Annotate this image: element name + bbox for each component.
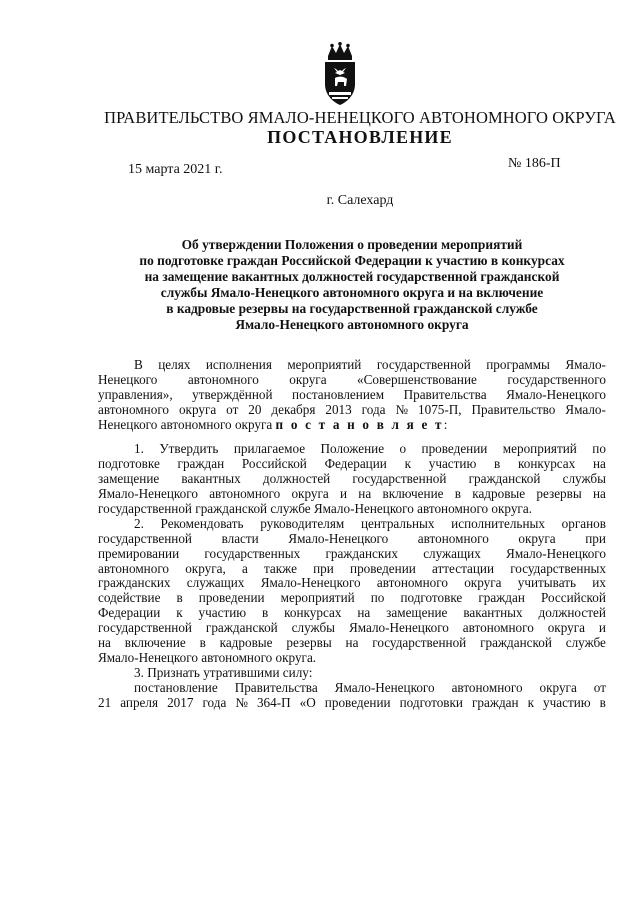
word: органов [561, 515, 606, 531]
word: проведении [198, 590, 265, 606]
word: автономного [187, 371, 259, 387]
word: автономного [376, 575, 448, 591]
word: «Совершенствование [357, 371, 477, 387]
word: округа, [185, 560, 226, 576]
item-2-paragraph [98, 517, 606, 666]
word: 20 [248, 401, 262, 417]
word: государственной [352, 471, 447, 487]
word: декабря [271, 401, 316, 417]
word: Ямало-Ненецкого [506, 386, 606, 402]
text-line [98, 532, 606, 547]
word: утверждённой [192, 386, 273, 402]
word: проведении [350, 560, 416, 576]
word: округа [464, 575, 502, 591]
text-line [98, 373, 606, 388]
word: Рекомендовать [160, 515, 244, 531]
word: замещение [98, 471, 160, 487]
word: Ненецкого [98, 371, 158, 387]
word: 2017 [167, 694, 194, 710]
word: в [494, 456, 501, 472]
word: гражданских [325, 545, 398, 561]
word: Утвердить [159, 441, 219, 457]
subject-line: на замещение вакантных должностей государственной гражданской [144, 269, 560, 284]
text-line [98, 681, 606, 696]
word: участию [543, 694, 591, 710]
word: года [361, 401, 386, 417]
document-subject [92, 237, 612, 333]
word: государственного [507, 371, 606, 387]
word: автономного [462, 620, 534, 636]
word: гражданской [205, 620, 278, 636]
word: центральных [360, 515, 435, 531]
repealed-act-paragraph [98, 681, 606, 711]
word: прилагаемое [233, 441, 306, 457]
word: должностей [262, 471, 331, 487]
decree-word: п о с т а н о в л я е т [275, 416, 444, 432]
word: гражданских [98, 575, 171, 591]
word: граждан [177, 456, 225, 472]
subject-line: Об утверждении Положения о проведении мероприятий [181, 237, 523, 252]
word: апреля [120, 694, 159, 710]
word: о [399, 441, 407, 457]
word: службе [565, 635, 606, 651]
document-city: г. Салехард [326, 193, 394, 208]
word: проведении [421, 441, 488, 457]
word: исполнения [205, 357, 272, 372]
word: включение [382, 486, 444, 502]
word: подготовки [399, 694, 463, 710]
word: премировании [98, 545, 180, 561]
word: а [241, 560, 248, 576]
item-1-paragraph [98, 442, 606, 516]
word: Ямало-Ненецкого [288, 530, 389, 546]
word: вакантных [463, 605, 523, 621]
word: включение [124, 635, 186, 651]
word: округа [289, 371, 327, 387]
document-date: 15 марта 2021 г. [128, 162, 223, 177]
word: кадровые [219, 635, 273, 651]
word: на [593, 486, 606, 502]
word: государственной [98, 530, 192, 546]
word: на [358, 486, 372, 502]
word: при [585, 530, 606, 546]
word: автономного [417, 530, 489, 546]
word: 1. [134, 441, 144, 457]
word: к [176, 605, 183, 621]
word: Ямало- [565, 401, 606, 417]
preamble-paragraph [98, 358, 606, 432]
word: в [199, 635, 206, 651]
word: служащих [423, 545, 481, 561]
text-line [98, 576, 606, 591]
word: Федерации [324, 456, 387, 472]
word: граждан [478, 590, 525, 606]
word: «О [299, 694, 316, 710]
word: № [395, 401, 409, 417]
word: в [454, 486, 461, 502]
word: и [339, 486, 348, 502]
word: Положение [320, 441, 385, 457]
word: 2. [134, 515, 144, 531]
word: их [592, 575, 606, 591]
word: аттестации [432, 560, 495, 576]
word: № [235, 694, 248, 710]
text-line [98, 457, 606, 472]
word: замещение [386, 605, 448, 621]
word: от [593, 679, 606, 695]
word: округа [178, 401, 217, 417]
word: резервы [286, 635, 332, 651]
word: округа [547, 620, 585, 636]
text-line [98, 487, 606, 502]
word: Правительства [234, 679, 318, 695]
word: в [176, 590, 183, 606]
text-line [98, 696, 606, 711]
preamble-last-line: Ненецкого автономного округа [98, 416, 273, 432]
word: граждан [472, 694, 519, 710]
text-line [98, 636, 606, 651]
word: к [404, 456, 411, 472]
text-line [98, 358, 606, 373]
text-line [98, 442, 606, 457]
word: в [262, 605, 269, 621]
word: мероприятий [280, 590, 355, 606]
word: на [357, 605, 371, 621]
word: по [370, 590, 385, 606]
text-line [98, 418, 606, 433]
text-line [98, 517, 606, 532]
word: Российской [241, 456, 307, 472]
word: управления», [98, 386, 173, 402]
word: государственной [376, 357, 471, 372]
word: государственной [98, 620, 192, 636]
word: 21 [98, 694, 112, 710]
word: государственных [510, 560, 606, 576]
text-line [98, 472, 606, 487]
word: по [592, 441, 606, 457]
word: учитывать [517, 575, 577, 591]
word: автономного [98, 560, 170, 576]
word: целях [158, 357, 191, 372]
word: службы [562, 471, 606, 487]
word: участию [198, 605, 247, 621]
text-line: Ямало-Ненецкого автономного округа. [98, 649, 317, 665]
word: проведении [324, 694, 391, 710]
decree-suffix: : [443, 416, 448, 432]
word: округа [539, 679, 577, 695]
word: власти [221, 530, 259, 546]
word: мероприятий [287, 357, 362, 372]
word: на [98, 635, 111, 651]
text-line [98, 547, 606, 562]
subject-line: службы Ямало-Ненецкого автономного округа и на включение [160, 285, 544, 300]
word: к [527, 694, 535, 710]
government-title: ПРАВИТЕЛЬСТВО ЯМАЛО-НЕНЕЦКОГО АВТОНОМНОГО ОКРУГА [104, 108, 616, 127]
word: и [598, 620, 606, 636]
word: на [592, 456, 606, 472]
text-line: 3. Признать утратившими силу: [134, 664, 313, 680]
word: Федерации [98, 605, 161, 621]
word: программы [486, 357, 550, 372]
word: Правительства [403, 386, 487, 402]
word: Ямало-Ненецкого [506, 545, 606, 561]
word: автономного [209, 486, 281, 502]
word: государственной [372, 635, 467, 651]
word: подготовке [98, 456, 160, 472]
word: государственных [204, 545, 301, 561]
word: гражданской [468, 471, 541, 487]
item-3-paragraph [98, 666, 606, 681]
word: резервы [536, 486, 582, 502]
word: округа [291, 486, 329, 502]
text-line: государственной гражданской службе Ямало-Ненецкого автономного округа. [98, 501, 532, 517]
word: Ямало-Ненецкого [334, 679, 435, 695]
text-line [98, 621, 606, 636]
coat-of-arms-icon [320, 42, 360, 106]
text-line [98, 403, 606, 418]
word: кадровые [472, 486, 526, 502]
word: исполнительных [451, 515, 545, 531]
word: должностей [538, 605, 606, 621]
word: В [134, 357, 143, 372]
word: автономного [98, 401, 170, 417]
subject-line: в кадровые резервы на государственной гражданской службе [166, 301, 538, 316]
word: от [226, 401, 239, 417]
word: на [345, 635, 359, 651]
word: конкурсах [518, 456, 576, 472]
word: Ямало-Ненецкого [98, 486, 198, 502]
word: служащих [186, 575, 245, 591]
word: мероприятий [502, 441, 577, 457]
word: 1075-П, [418, 401, 462, 417]
word: в [599, 694, 606, 710]
word: службы [291, 620, 336, 636]
word: Ямало-Ненецкого [348, 620, 449, 636]
word: года [202, 694, 227, 710]
word: вакантных [181, 471, 241, 487]
document-body [98, 358, 606, 710]
word: при [313, 560, 334, 576]
word: 2013 [325, 401, 352, 417]
text-line [98, 591, 606, 606]
word: постановлением [292, 386, 385, 402]
word: округа [518, 530, 556, 546]
word: участию [428, 456, 477, 472]
word: Российской [540, 590, 606, 606]
document-type: ПОСТАНОВЛЕНИЕ [267, 127, 453, 147]
word: подготовке [400, 590, 463, 606]
word: постановление [134, 679, 218, 695]
word: Ямало- [565, 357, 606, 372]
word: 364-П [256, 694, 291, 710]
word: содействие [98, 590, 161, 606]
document-number: № 186-П [508, 156, 561, 171]
text-line [98, 562, 606, 577]
word: руководителям [260, 515, 345, 531]
text-line [98, 606, 606, 621]
subject-line: Ямало-Ненецкого автономного округа [235, 317, 469, 332]
word: Ямало-Ненецкого [260, 575, 361, 591]
word: гражданской [480, 635, 552, 651]
word: Правительство [471, 401, 556, 417]
word: конкурсах [284, 605, 342, 621]
word: также [263, 560, 297, 576]
subject-line: по подготовке граждан Российской Федерации к участию в конкурсах [139, 253, 565, 268]
word: автономного [451, 679, 523, 695]
text-line [98, 388, 606, 403]
